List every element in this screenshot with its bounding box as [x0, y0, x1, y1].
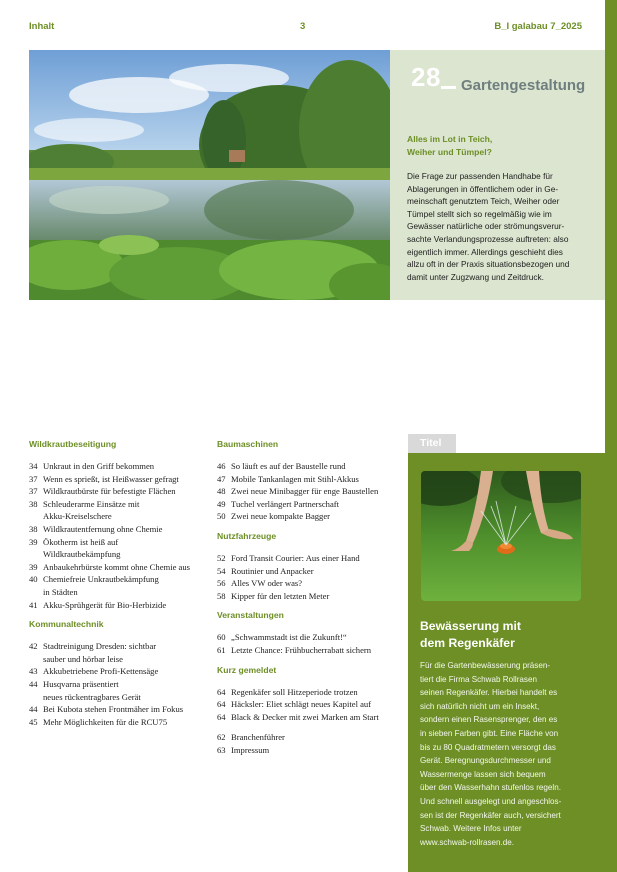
- title-body-line: sondern einen Rasensprenger, den es: [420, 715, 558, 725]
- toc-page-number: 38: [29, 498, 38, 509]
- toc-entry-title: Anbaukehrbürste kommt ohne Chemie aus: [43, 561, 191, 572]
- feature-body-line: sachte Verlandungsprozesse auftreten: also: [407, 233, 569, 244]
- toc-section-heading: Nutzfahrzeuge: [217, 530, 277, 541]
- toc-section-heading: Wildkrautbeseitigung: [29, 439, 117, 449]
- feature-body-line: meinschaft genutztem Teich, Weiher oder: [407, 196, 560, 207]
- toc-page-number: 43: [29, 666, 38, 677]
- title-body-line: Für die Gartenbewässerung präsen-: [420, 661, 551, 670]
- toc-entry[interactable]: [29, 691, 209, 704]
- toc-page-number: 64: [217, 711, 226, 722]
- toc-entry[interactable]: [29, 678, 209, 691]
- feature-body: [407, 170, 599, 283]
- toc-entry[interactable]: [29, 561, 209, 574]
- toc-entry-title: Stadtreinigung Dresden: sichtbar: [43, 641, 157, 652]
- toc-page-number: 61: [217, 644, 226, 655]
- toc-entry-title: Mobile Tankanlagen mit Stihl-Akkus: [231, 473, 359, 484]
- feature-body-line: Gewässer natürliche oder strömungsverur-: [407, 221, 565, 232]
- title-body-line: Gerät. Beregnungsdurchmesser und: [420, 756, 551, 766]
- toc-entry[interactable]: [217, 485, 402, 498]
- toc-page-number: 58: [217, 590, 226, 601]
- toc-entry[interactable]: [217, 644, 402, 657]
- toc-section-heading: Veranstaltungen: [217, 610, 284, 621]
- toc-entry[interactable]: [29, 473, 209, 486]
- toc-entry[interactable]: [29, 573, 209, 586]
- toc-entry-title: Ford Transit Courier: Aus einer Hand: [231, 552, 360, 563]
- toc-entry-title: in Städten: [43, 586, 78, 597]
- toc-page-number: 37: [29, 473, 38, 484]
- toc-entry-title: Husqvarna präsentiert: [43, 678, 119, 689]
- title-body-line: in sieben Farben gibt. Eine Fläche von: [420, 728, 559, 738]
- toc-entry-title: Regenkäfer soll Hitzeperiode trotzen: [231, 686, 358, 697]
- side-color-bar: [605, 0, 617, 872]
- title-headline-line: dem Regenkäfer: [420, 636, 515, 650]
- toc-entry-title: Kipper für den letzten Meter: [231, 590, 330, 601]
- toc-entry[interactable]: [217, 698, 402, 711]
- title-tab: [408, 434, 456, 453]
- pond-photo: [29, 50, 390, 300]
- toc-section-heading: Baumaschinen: [217, 439, 279, 449]
- toc-page-number: 64: [217, 699, 226, 710]
- toc-page-number: 63: [217, 744, 226, 755]
- toc-entry[interactable]: [217, 552, 402, 565]
- toc-entry-title: Wildkrautentfernung ohne Chemie: [43, 523, 163, 534]
- toc-left-column: [29, 439, 209, 728]
- toc-page-number: 44: [29, 704, 38, 715]
- toc-entry[interactable]: [29, 485, 209, 498]
- toc-entry-title: Akku-Kreiselschere: [43, 511, 112, 522]
- toc-entry-title: Branchenführer: [231, 732, 285, 743]
- toc-page-number: [29, 586, 43, 599]
- title-body-line: Schwab. Weitere Infos unter: [420, 824, 522, 834]
- toc-page-number: [29, 653, 43, 666]
- toc-entry[interactable]: [217, 473, 402, 486]
- toc-entry[interactable]: [217, 510, 402, 523]
- toc-entry-title: Chemiefreie Unkrautbekämpfung: [43, 574, 159, 585]
- heading-spacer: [217, 623, 402, 631]
- toc-entry[interactable]: [29, 665, 209, 678]
- toc-page-number: 50: [217, 511, 226, 522]
- title-tab-label: Titel: [420, 437, 442, 449]
- toc-page-number: 46: [217, 461, 226, 471]
- heading-spacer: [29, 452, 209, 460]
- toc-entry-title: „Schwammstadt ist die Zukunft!“: [231, 632, 347, 643]
- toc-entry-title: Zwei neue kompakte Bagger: [231, 511, 331, 522]
- toc-entry-title: Letzte Chance: Frühbucherrabatt sichern: [231, 644, 372, 655]
- toc-entry-title: Impressum: [231, 744, 270, 755]
- toc-entry[interactable]: [217, 498, 402, 511]
- feature-title: Gartengestaltung: [461, 77, 586, 94]
- title-body-line: www.schwab-rollrasen.de.: [420, 837, 515, 847]
- toc-section-heading: Kommunaltechnik: [29, 619, 104, 630]
- feature-body-line: allzu oft in der Praxis situationsbezogen und: [407, 259, 570, 270]
- sprinkler-photo: [421, 471, 581, 601]
- toc-page-number: 37: [29, 486, 38, 497]
- toc-entry-title: Ökotherm ist heiß auf: [43, 536, 119, 547]
- toc-entry-title: Black & Decker mit zwei Marken am Start: [231, 711, 379, 722]
- title-body-line: sich natürlich nicht um ein Insekt,: [420, 701, 540, 711]
- toc-page-number: 48: [217, 486, 226, 497]
- toc-page-number: 54: [217, 565, 226, 576]
- toc-entry-title: Wenn es sprießt, ist Heißwasser gefragt: [43, 473, 179, 484]
- toc-entry[interactable]: [29, 653, 209, 666]
- toc-entry[interactable]: [29, 460, 209, 473]
- title-body-line: über den Wasserhahn stufenlos regeln.: [420, 783, 561, 793]
- toc-page-number: 42: [29, 641, 38, 652]
- toc-entry[interactable]: [217, 744, 402, 757]
- title-body-line: Wassermenge lassen sich bequem: [420, 769, 546, 779]
- toc-entry-title: Wildkrautbekämpfung: [43, 549, 121, 560]
- feature-subtitle-line: Alles im Lot in Teich,: [407, 134, 493, 144]
- feature-body-line: Die Frage zur passenden Handhabe für: [407, 171, 553, 181]
- title-body-line: bis zu 80 Quadratmetern versorgt das: [420, 742, 556, 752]
- magazine-issue: B_I galabau 7_2025: [494, 21, 582, 32]
- title-body: [420, 659, 586, 849]
- toc-page-number: 60: [217, 632, 226, 643]
- toc-entry-title: Schleuderarme Einsätze mit: [43, 498, 140, 509]
- feature-subtitle-line: Weiher und Tümpel?: [407, 146, 492, 157]
- toc-entry[interactable]: [29, 599, 209, 612]
- toc-entry-title: Wildkrautbürste für befestigte Flächen: [43, 486, 176, 497]
- toc-entry[interactable]: [29, 716, 209, 729]
- toc-entry-title: Mehr Möglichkeiten für die RCU75: [43, 716, 168, 727]
- toc-entry[interactable]: [217, 565, 402, 578]
- feature-underline: [441, 86, 456, 89]
- toc-entry[interactable]: [29, 510, 209, 523]
- feature-page-number: 28: [411, 62, 441, 92]
- heading-spacer: [217, 544, 402, 552]
- heading-spacer: [29, 632, 209, 640]
- toc-page-number: 39: [29, 536, 38, 547]
- heading-spacer: [217, 678, 402, 686]
- feature-body-line: eigentlich immer. Allerdings geschieht dies: [407, 246, 563, 257]
- toc-page-number: 34: [29, 461, 38, 471]
- title-body-line: seinen Regenkäfer. Hierbei handelt es: [420, 688, 558, 698]
- toc-entry[interactable]: [217, 460, 402, 473]
- heading-spacer: [217, 452, 402, 460]
- toc-entry-title: Unkraut in den Griff bekommen: [43, 461, 155, 471]
- toc-page-number: 49: [217, 498, 226, 509]
- title-body-line: Und schnell ausgelegt und angeschlos-: [420, 796, 562, 806]
- toc-section-heading: Kurz gemeldet: [217, 664, 277, 675]
- toc-page-number: 64: [217, 686, 226, 697]
- feature-body-line: damit unter Zugzwang und Zeitdruck.: [407, 271, 544, 282]
- title-body-line: tiert die Firma Schwab Rollrasen: [420, 674, 537, 684]
- toc-entry[interactable]: [29, 703, 209, 716]
- section-gap: [217, 723, 402, 731]
- toc-entry-title: Alles VW oder was?: [231, 578, 303, 589]
- toc-entry-title: Routinier und Anpacker: [231, 565, 314, 576]
- toc-page-number: 45: [29, 716, 38, 727]
- toc-entry[interactable]: [29, 523, 209, 536]
- toc-entry-title: neues rückentragbares Gerät: [43, 691, 141, 702]
- toc-entry[interactable]: [217, 731, 402, 744]
- toc-page-number: 62: [217, 732, 226, 743]
- title-body-line: sen ist der Regenkäfer auch, versichert: [420, 810, 561, 820]
- toc-page-number: 41: [29, 599, 38, 610]
- toc-entry-title: Zwei neue Minibagger für enge Baustellen: [231, 486, 379, 497]
- toc-page-number: 44: [29, 678, 38, 689]
- page-number: 3: [300, 21, 306, 32]
- toc-entry[interactable]: [217, 631, 402, 644]
- toc-page-number: [29, 510, 43, 523]
- toc-page-number: [29, 691, 43, 704]
- toc-entry-title: So läuft es auf der Baustelle rund: [231, 461, 346, 471]
- toc-entry[interactable]: [217, 686, 402, 699]
- section-label: Inhalt: [29, 21, 55, 32]
- section-gap: [217, 602, 402, 610]
- toc-entry-title: Akkubetriebene Profi-Kettensäge: [43, 666, 159, 677]
- toc-entry-title: Häcksler: Eliet schlägt neues Kapitel auf: [231, 699, 372, 710]
- toc-page-number: 39: [29, 561, 38, 572]
- toc-page-number: 52: [217, 552, 226, 563]
- feature-body-line: Tümpel stellt sich so regelmäßig wie im: [407, 208, 552, 219]
- toc-entry[interactable]: [29, 640, 209, 653]
- toc-page-number: 40: [29, 574, 38, 585]
- toc-page-number: 38: [29, 523, 38, 534]
- toc-entry[interactable]: [217, 590, 402, 603]
- toc-page-number: 56: [217, 578, 226, 589]
- section-gap: [217, 523, 402, 531]
- feature-body-line: Ablagerungen in öffentlichem oder in Ge-: [407, 183, 559, 194]
- feature-subtitle: [407, 133, 597, 159]
- toc-entry-title: sauber und hörbar leise: [43, 653, 123, 664]
- toc-entry[interactable]: [217, 711, 402, 724]
- toc-entry[interactable]: [29, 498, 209, 511]
- toc-entry[interactable]: [29, 536, 209, 549]
- title-headline-line: Bewässerung mit: [420, 619, 521, 633]
- toc-entry[interactable]: [29, 586, 209, 599]
- toc-entry[interactable]: [217, 577, 402, 590]
- toc-page-number: 47: [217, 473, 226, 484]
- section-gap: [29, 611, 209, 619]
- toc-entry-title: Akku-Sprühgerät für Bio-Herbizide: [43, 599, 167, 610]
- toc-right-column: [217, 439, 402, 757]
- section-gap: [217, 657, 402, 665]
- toc-page-number: [29, 548, 43, 561]
- toc-entry-title: Bei Kubota stehen Frontmäher im Fokus: [43, 704, 184, 715]
- title-headline: [420, 618, 600, 652]
- toc-entry-title: Tuchel verlängert Partnerschaft: [231, 498, 340, 509]
- toc-entry[interactable]: [29, 548, 209, 561]
